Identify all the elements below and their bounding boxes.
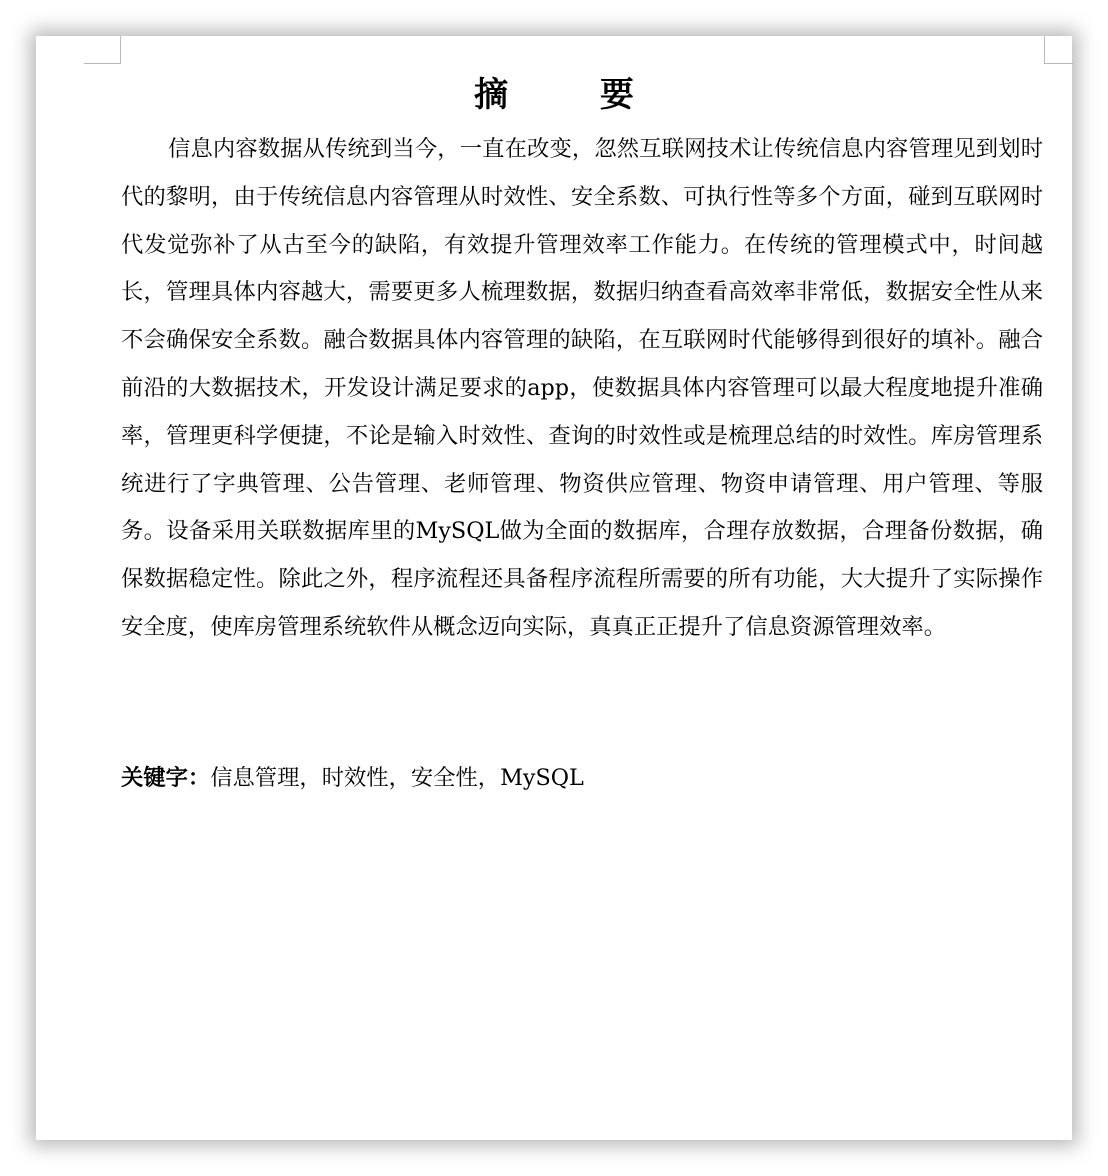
abstract-paragraph: 信息内容数据从传统到当今，一直在改变，忽然互联网技术让传统信息内容管理见到划时代的黎明，由于传统信息内容管理从时效性、安全系数、可执行性等多个方面，碰到互联网时代发觉弥补了从古至今的缺陷，有效提升管理效率工作能力。在传统的管理模式中，时间越长，管理具体内容越大，需要更多人梳理数据，数据归纳查看高效率非常低，数据安全性从来不会确保安全系数。融合数据具体内容管理的缺陷，在互联网时代能够得到很好的填补。融合前沿的大数据技术，开发设计满足要求的app，使数据具体内容管理可以最大程度地提升准确率，管理更科学便捷，不论是输入时效性、查询的时效性或是梳理总结的时效性。库房管理系统进行了字典管理、公告管理、老师管理、物资供应管理、物资申请管理、用户管理、等服务。设备采用关联数据库里的MySQL做为全面的数据库，合理存放数据，合理备份数据，确保数据稳定性。除此之外，程序流程还具备程序流程所需要的所有功能，大大提升了实际操作安全度，使库房管理系统软件从概念迈向实际，真真正正提升了信息资源管理效率。: [121, 136, 1043, 640]
top-right-margin-marker: [1044, 36, 1073, 64]
page-title: 摘 要: [474, 75, 674, 115]
top-left-margin-marker: [84, 36, 121, 64]
keywords-line: [121, 758, 1043, 798]
keywords-text: 信息管理，时效性，安全性，MySQL: [210, 765, 584, 791]
keywords-label: 关键字：: [121, 765, 211, 791]
document-page: [36, 36, 1072, 1140]
